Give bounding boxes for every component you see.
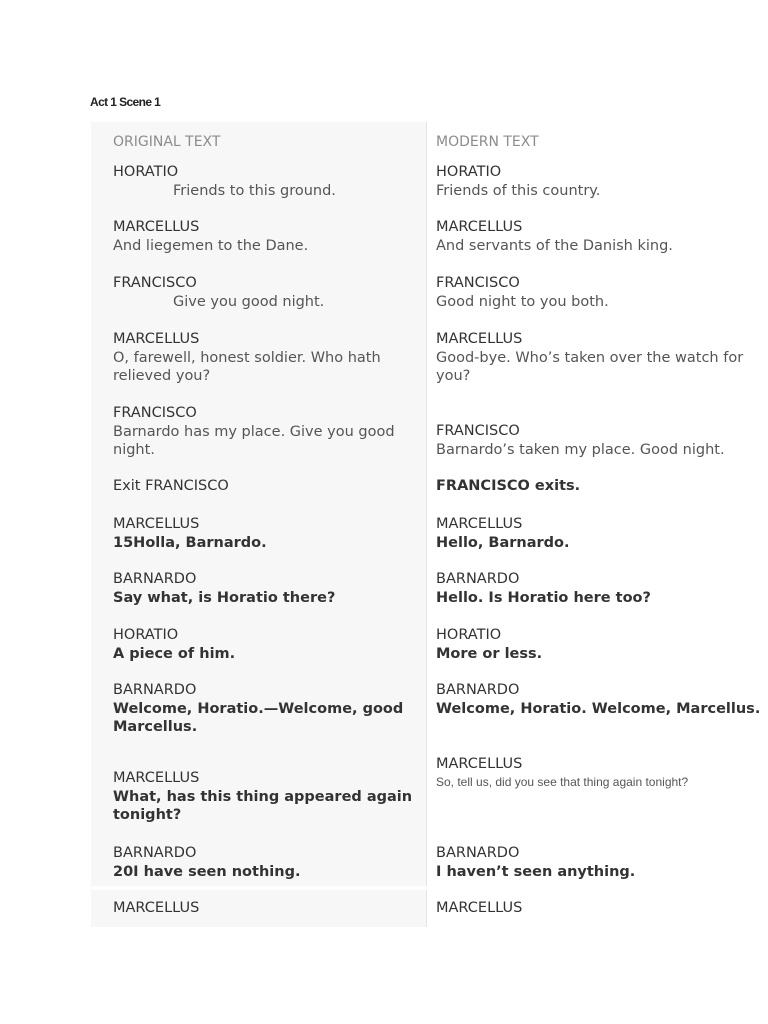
dialogue-line: 20I have seen nothing. [113, 863, 301, 880]
speaker-name: MARCELLUS [113, 219, 200, 235]
original-entry [113, 626, 419, 663]
dialogue-line: Good-bye. Who’s taken over the watch for you? [436, 349, 744, 384]
speaker-name: BARNARDO [436, 571, 520, 587]
modern-entry [436, 515, 766, 552]
modern-entry [436, 163, 766, 200]
original-entry [113, 330, 419, 386]
original-stage-direction [113, 477, 419, 496]
modern-entry [436, 899, 766, 918]
column-divider [426, 122, 427, 927]
speaker-name: HORATIO [113, 627, 179, 643]
speaker-name: BARNARDO [436, 682, 520, 698]
dialogue-line: Good night to you both. [436, 293, 609, 310]
speaker-name: BARNARDO [436, 845, 520, 861]
modern-entry [436, 422, 766, 459]
original-entry [113, 681, 419, 737]
modern-entry [436, 755, 766, 790]
original-text-header: ORIGINAL TEXT [113, 134, 221, 150]
dialogue-line: Hello, Barnardo. [436, 534, 570, 551]
stage-direction: FRANCISCO exits. [436, 478, 581, 494]
speaker-name: HORATIO [113, 164, 179, 180]
dialogue-line: So, tell us, did you see that thing again tonight? [436, 774, 689, 789]
original-entry [113, 769, 419, 825]
dialogue-line: Welcome, Horatio.—Welcome, good Marcellus. [113, 700, 404, 735]
speaker-name: BARNARDO [113, 845, 197, 861]
speaker-name: HORATIO [436, 164, 502, 180]
dialogue-line: And liegemen to the Dane. [113, 237, 309, 254]
speaker-name: MARCELLUS [113, 516, 200, 532]
dialogue-line: O, farewell, honest soldier. Who hath relieved you? [113, 349, 381, 384]
dialogue-line: A piece of him. [113, 645, 236, 662]
parallel-text-table [91, 122, 768, 927]
original-entry [113, 899, 419, 918]
modern-text-header: MODERN TEXT [436, 134, 539, 150]
original-entry [113, 274, 419, 311]
dialogue-line: What, has this thing appeared again tonight? [113, 788, 413, 823]
speaker-name: MARCELLUS [113, 900, 200, 916]
original-entry [113, 218, 419, 255]
modern-entry [436, 218, 766, 255]
dialogue-line: Barnardo has my place. Give you good night. [113, 423, 395, 458]
modern-entry [436, 626, 766, 663]
dialogue-line: More or less. [436, 645, 543, 662]
speaker-name: FRANCISCO [436, 275, 520, 291]
modern-entry [436, 844, 766, 881]
dialogue-line: I haven’t seen anything. [436, 863, 636, 880]
dialogue-line: 15Holla, Barnardo. [113, 534, 267, 551]
speaker-name: MARCELLUS [436, 900, 523, 916]
modern-entry [436, 570, 766, 607]
modern-entry [436, 274, 766, 311]
stage-direction: Exit FRANCISCO [113, 478, 229, 494]
speaker-name: MARCELLUS [436, 756, 523, 772]
modern-entry [436, 330, 766, 386]
speaker-name: FRANCISCO [436, 423, 520, 439]
dialogue-line: Friends of this country. [436, 182, 601, 199]
scene-title: Act 1 Scene 1 [90, 95, 161, 109]
modern-stage-direction [436, 477, 766, 496]
dialogue-line: Welcome, Horatio. Welcome, Marcellus. [436, 700, 761, 717]
speaker-name: BARNARDO [113, 571, 197, 587]
dialogue-line: Say what, is Horatio there? [113, 589, 336, 606]
speaker-name: MARCELLUS [436, 516, 523, 532]
dialogue-line: Friends to this ground. [173, 182, 336, 199]
dialogue-line: And servants of the Danish king. [436, 237, 673, 254]
speaker-name: HORATIO [436, 627, 502, 643]
original-entry [113, 404, 419, 460]
speaker-name: MARCELLUS [436, 219, 523, 235]
original-entry [113, 163, 419, 200]
speaker-name: FRANCISCO [113, 405, 197, 421]
dialogue-line: Barnardo’s taken my place. Good night. [436, 441, 725, 458]
speaker-name: MARCELLUS [113, 331, 200, 347]
original-entry [113, 515, 419, 552]
row-separator [91, 886, 768, 890]
dialogue-line: Give you good night. [173, 293, 325, 310]
speaker-name: MARCELLUS [113, 770, 200, 786]
modern-entry [436, 681, 766, 718]
original-entry [113, 570, 419, 607]
speaker-name: BARNARDO [113, 682, 197, 698]
speaker-name: FRANCISCO [113, 275, 197, 291]
dialogue-line: Hello. Is Horatio here too? [436, 589, 651, 606]
speaker-name: MARCELLUS [436, 331, 523, 347]
original-entry [113, 844, 419, 881]
